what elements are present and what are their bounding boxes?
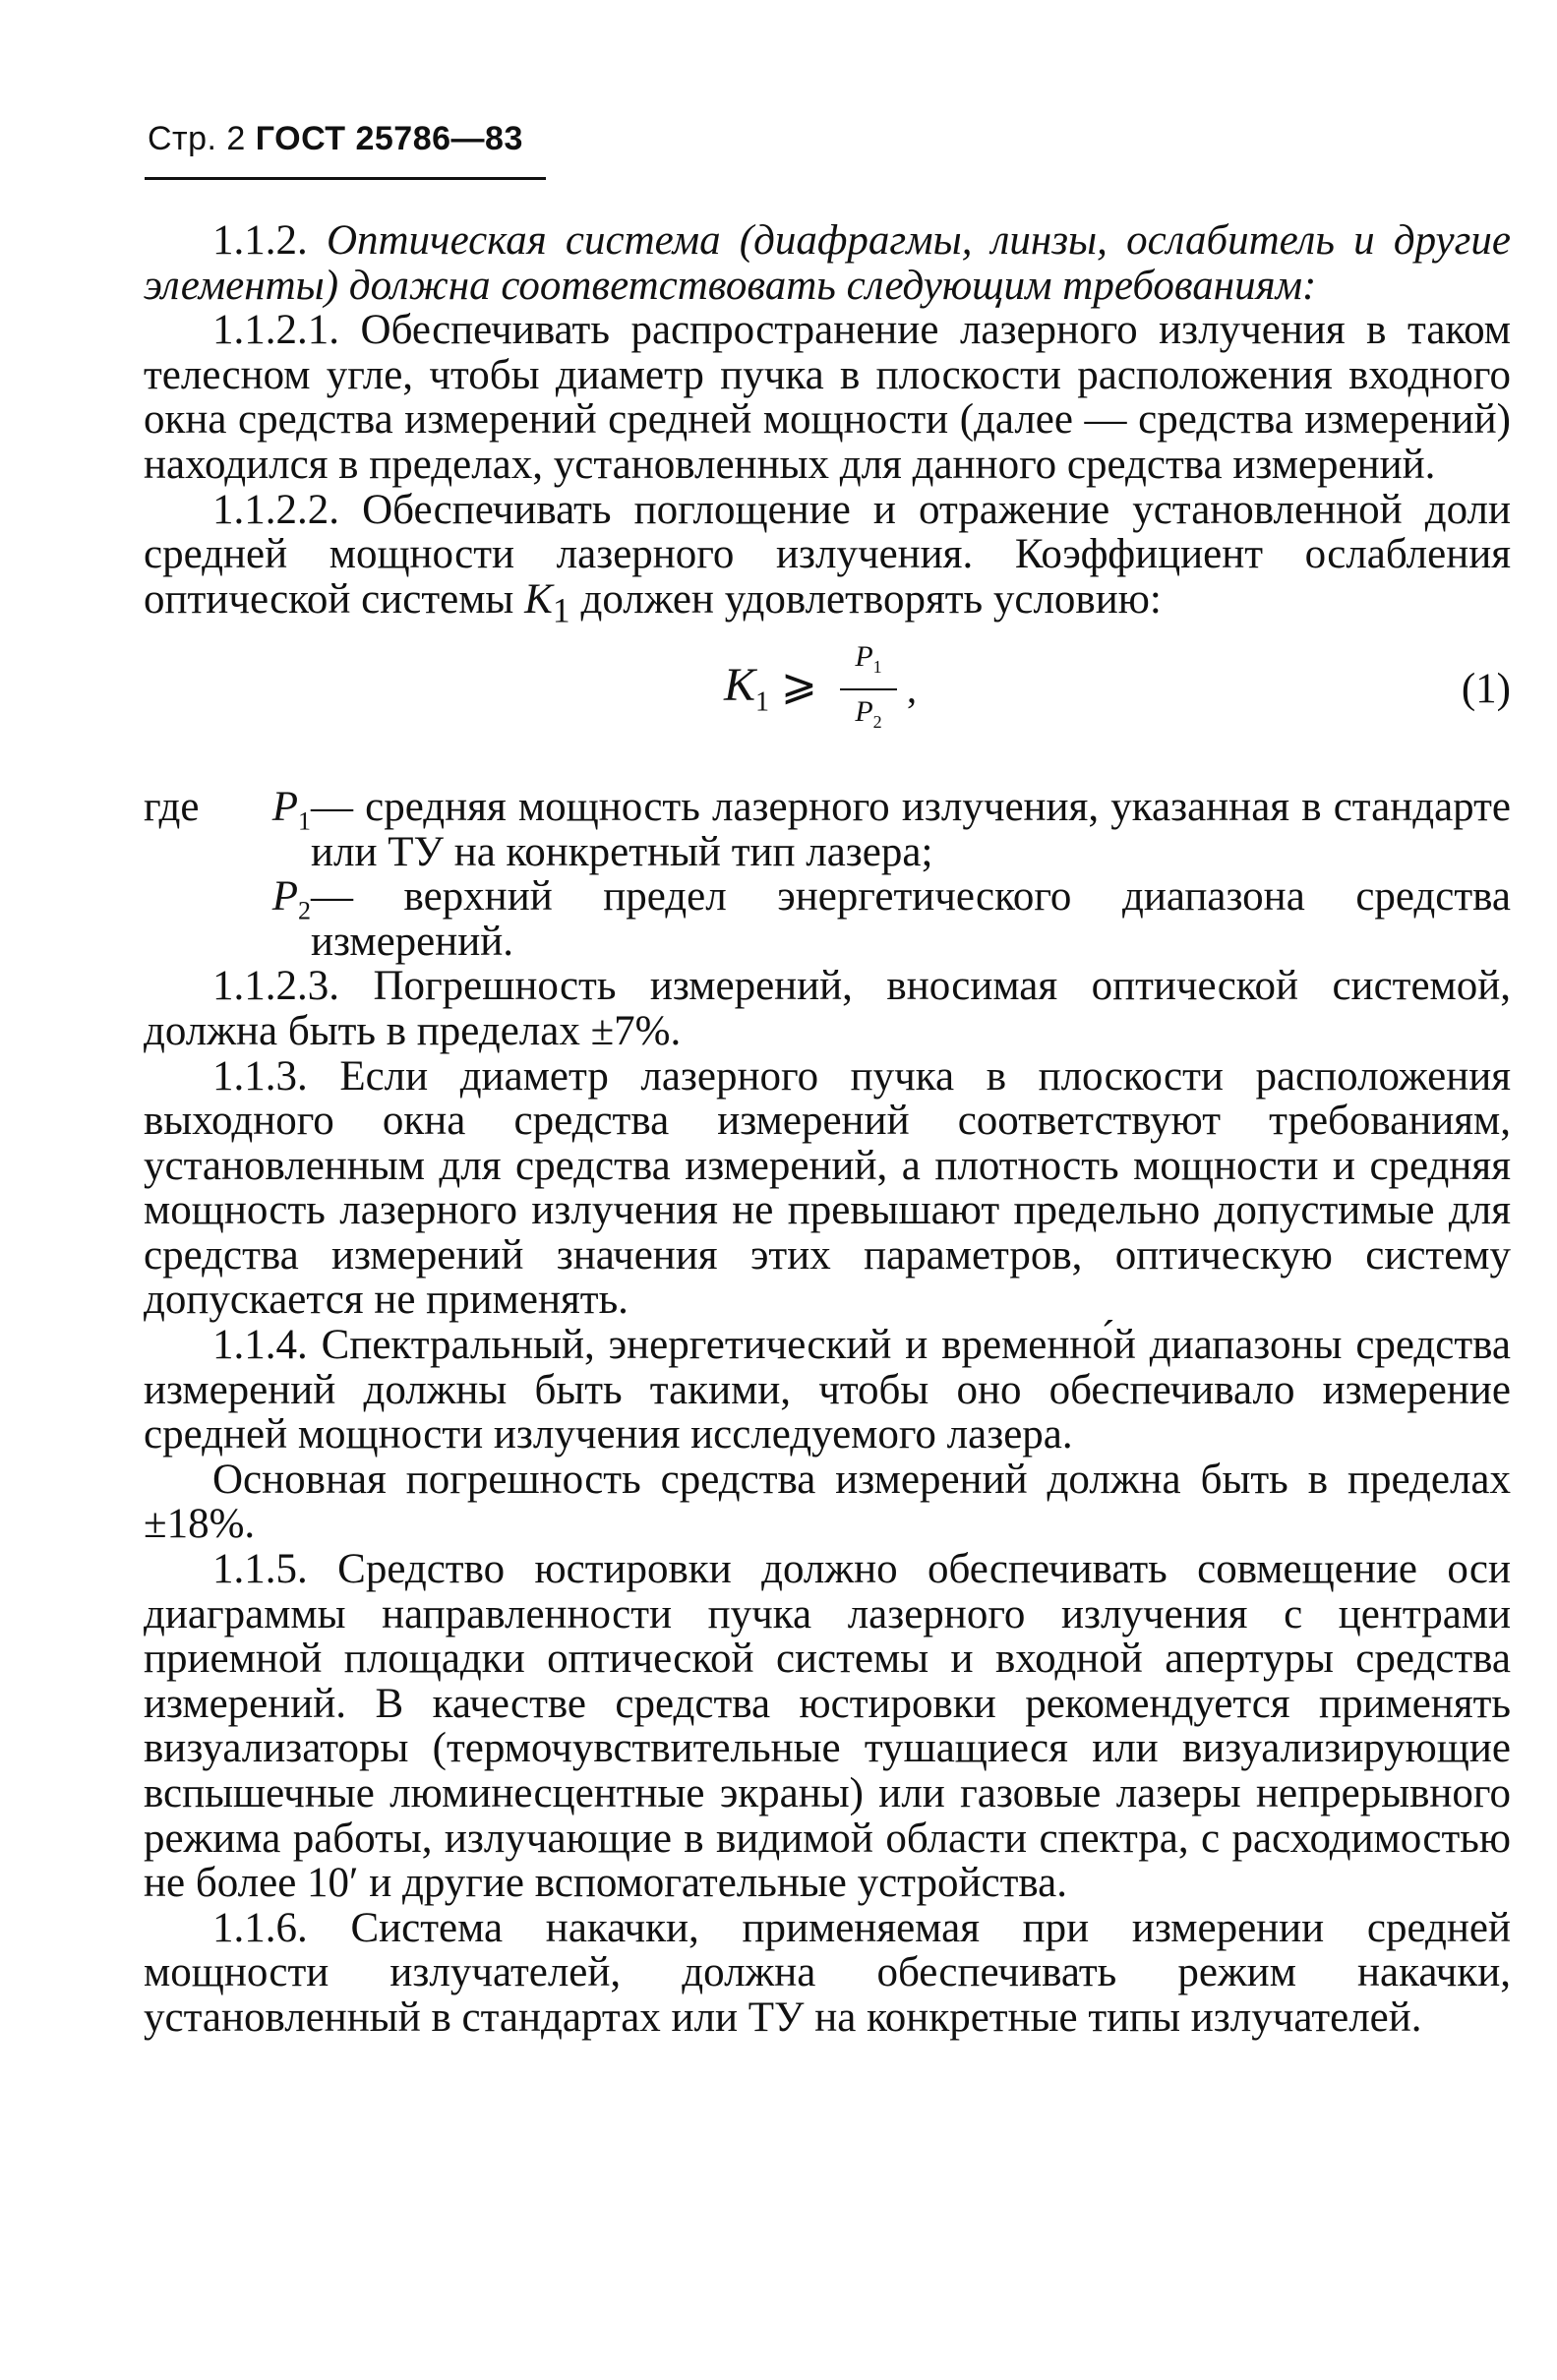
paragraph-1-1-2-3 (144, 964, 1511, 1053)
clause-text-cont: должен удовлетворять условию: (580, 575, 1162, 623)
paragraph-1-1-6 (144, 1906, 1511, 2041)
paragraph-1-1-3 (144, 1054, 1511, 1324)
fraction-numerator: $P_1$ (855, 639, 882, 677)
formula-geq: ⩾ (781, 660, 817, 709)
formula-fraction (840, 639, 897, 740)
definition-symbol: $P_1$ (271, 783, 311, 836)
formula-lhs: $K_1$ (724, 658, 770, 718)
paragraph-1-1-5 (144, 1547, 1511, 1906)
definition-text: — верхний предел энергетического диапазона средства измерений. (311, 873, 1511, 965)
definition-p1 (144, 785, 1511, 874)
page-number: Стр. 2 (148, 120, 246, 157)
fraction-denominator: $P_2$ (855, 694, 882, 732)
symbol-k: $K_1$ (524, 575, 570, 630)
clause-number: 1.1.2.2. (212, 486, 339, 533)
paragraph-basic-error (144, 1458, 1511, 1547)
paragraph-1-1-2-2 (144, 488, 1511, 633)
formula-comma: , (907, 666, 917, 711)
fraction-bar (840, 688, 897, 690)
clause-number: 1.1.2.1. (212, 307, 339, 354)
formula-number: (1) (1461, 665, 1511, 712)
standard-code: ГОСТ 25786—83 (255, 120, 523, 157)
paragraph-1-1-2 (144, 218, 1511, 308)
paragraph-1-1-2-1 (144, 308, 1511, 487)
clause-text: Обеспечивать распространение лазерного излучения в таком телесном угле, чтобы диаметр пучка в плоскости расположения входного окна средства измерений средней мощности (далее — средства измерений) находился в пределах, установленных для данного средства измерений. (144, 307, 1512, 488)
definition-text: — средняя мощность лазерного излучения, указанная в стандарте или ТУ на конкретный тип лазера; (311, 783, 1511, 875)
definition-symbol: $P_2$ (271, 873, 311, 925)
clause-number: 1.1.3. (212, 1052, 308, 1100)
definition-lead: где (144, 783, 200, 830)
clause-text: Оптическая система (диафрагмы, линзы, ослабитель и другие элементы) должна соответствовать следующим требованиям: (144, 217, 1512, 309)
definition-p2 (144, 874, 1511, 964)
clause-number: 1.1.4. (212, 1322, 308, 1369)
page-header (148, 120, 523, 158)
clause-number: 1.1.2.3. (212, 963, 339, 1010)
clause-number: 1.1.2. (212, 217, 308, 264)
document-body (144, 218, 1511, 2041)
clause-text: Погрешность измерений, вносимая оптической системой, должна быть в пределах ±7%. (144, 963, 1512, 1054)
clause-text: Если диаметр лазерного пучка в плоскости расположения выходного окна средства измерений соответствуют требованиям, установленным для средства измерений, а плотность мощности и средняя мощность лазерного излучения не превышают предельно допустимые для средства измерений значения этих параметров, оптическую систему допускается не применять. (144, 1052, 1511, 1324)
clause-text: Основная погрешность средства измерений должна быть в пределах ±18%. (144, 1456, 1511, 1548)
clause-number: 1.1.5. (212, 1546, 308, 1593)
clause-number: 1.1.6. (212, 1904, 308, 1951)
clause-text: Обеспечивать поглощение и отражение установленной доли средней мощности лазерного излучения. Коэффициент ослабления оптической системы (144, 486, 1512, 623)
clause-text: Система накачки, применяемая при измерении средней мощности излучателей, должна обеспечивать режим накачки, установленный в стандартах или ТУ на конкретные типы излучателей. (144, 1904, 1511, 2041)
clause-text: Средство юстировки должно обеспечивать совмещение оси диаграммы направленности пучка лазерного излучения с центрами приемной площадки оптической системы и входной апертуры средства измерений. В качестве средства юстировки рекомендуется применять визуализаторы (термочувствительные тушащиеся или визуализирующие вспышечные люминесцентные экраны) или газовые лазеры непрерывного режима работы, излучающие в видимой области спектра, с расходимостью не более 10′ и другие вспомогательные устройства. (144, 1546, 1511, 1907)
clause-text: Спектральный, энергетический и временно́й диапазоны средства измерений должны быть такими, чтобы оно обеспечивало измерение средней мощности излучения исследуемого лазера. (144, 1322, 1512, 1458)
paragraph-1-1-4 (144, 1323, 1511, 1458)
definitions (144, 785, 1511, 964)
formula-1 (144, 633, 1511, 771)
header-rule (145, 177, 546, 180)
